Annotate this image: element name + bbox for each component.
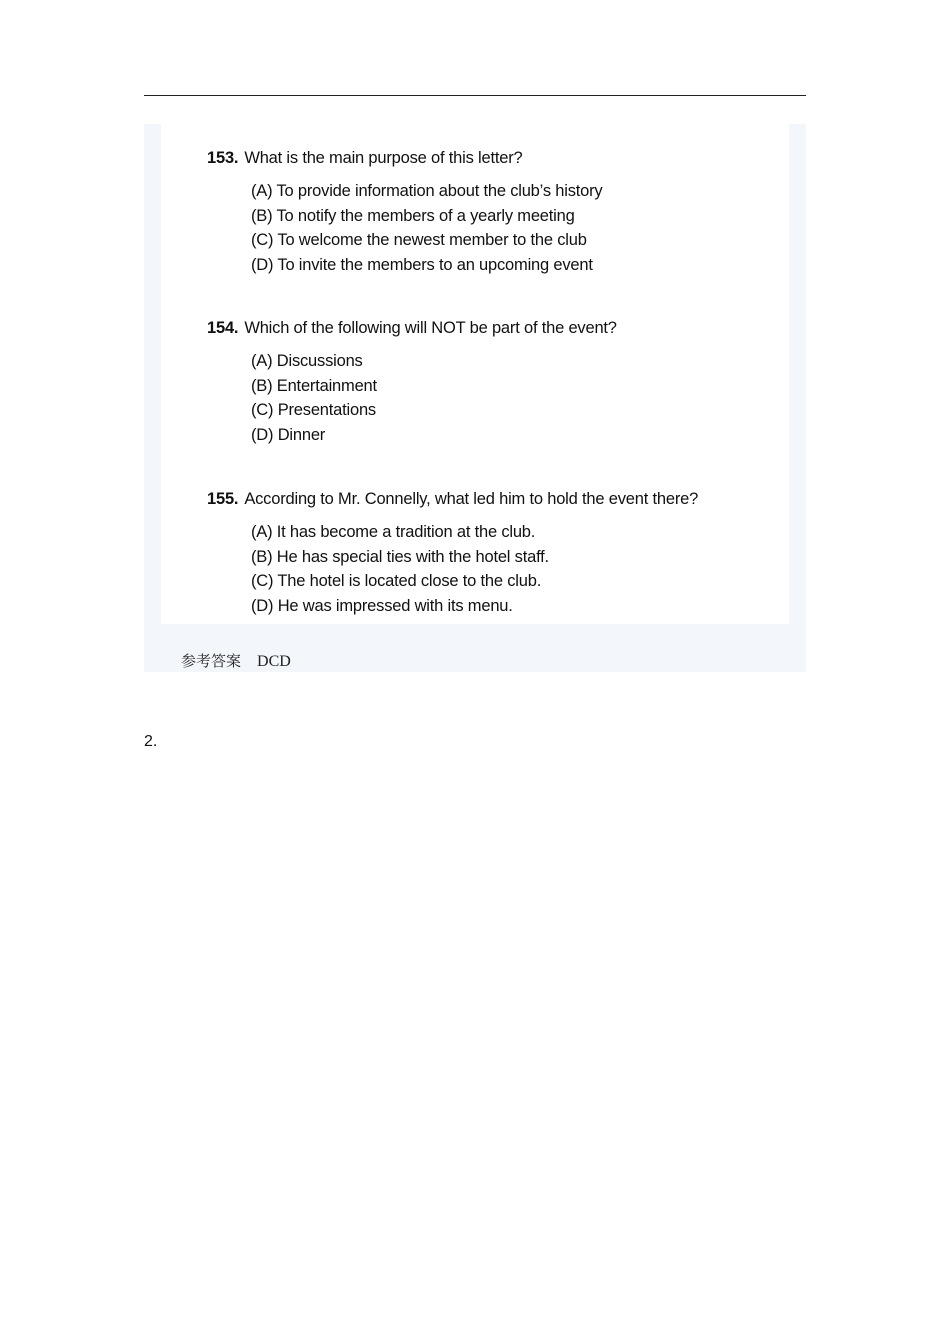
question-text: Which of the following will NOT be part of the event?: [244, 319, 617, 337]
option-a: (A) To provide information about the club’s history: [251, 182, 603, 200]
reference-answer: [181, 650, 291, 671]
option-c: (C) Presentations: [251, 401, 376, 420]
option-b: (B) He has special ties with the hotel staff.: [251, 547, 549, 566]
option-b: (B) To notify the members of a yearly meeting: [251, 206, 575, 225]
option-list: [251, 349, 777, 448]
answer-label: 参考答案: [181, 652, 242, 670]
question-155: [207, 489, 777, 619]
question-stem: [207, 148, 777, 168]
option-a: (A) Discussions: [251, 352, 363, 370]
option-c: (C) The hotel is located close to the club.: [251, 572, 542, 591]
option-a: (A) It has become a tradition at the club.: [251, 523, 536, 541]
question-number: 154.: [207, 319, 239, 337]
option-b: (B) Entertainment: [251, 376, 377, 395]
next-item-number: 2.: [144, 733, 158, 750]
question-text: What is the main purpose of this letter?: [244, 149, 523, 167]
option-list: [251, 520, 777, 619]
question-text: According to Mr. Connelly, what led him to hold the event there?: [244, 490, 699, 508]
question-154: [207, 318, 777, 448]
question-number: 155.: [207, 490, 239, 508]
option-c: (C) To welcome the newest member to the club: [251, 231, 587, 250]
question-number: 153.: [207, 149, 239, 167]
answer-value: DCD: [257, 653, 291, 670]
option-d: (D) Dinner: [251, 426, 326, 445]
option-list: [251, 179, 777, 278]
header-rule: [144, 95, 806, 96]
question-stem: [207, 489, 777, 509]
option-d: (D) He was impressed with its menu.: [251, 597, 513, 616]
question-stem: [207, 318, 777, 338]
question-153: [207, 148, 777, 278]
option-d: (D) To invite the members to an upcoming event: [251, 256, 593, 275]
